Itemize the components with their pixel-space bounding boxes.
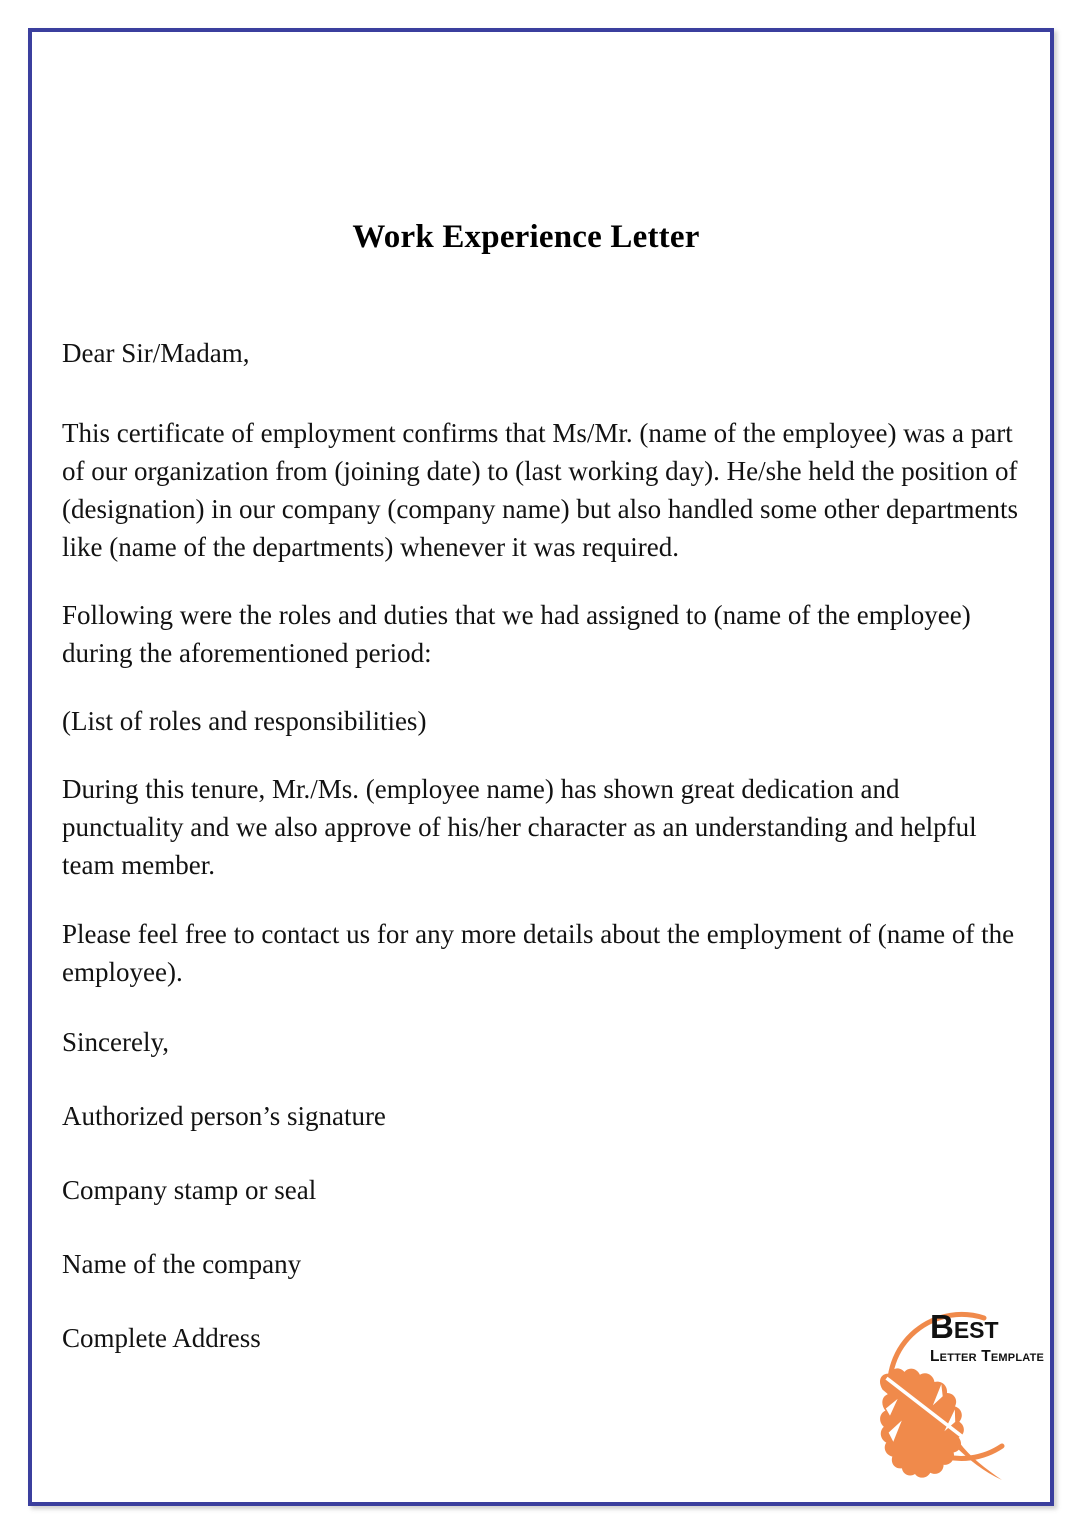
- logo-wordmark: [930, 1310, 1050, 1366]
- closing-company-line: Name of the company: [62, 1248, 302, 1279]
- closing-stamp-line: Company stamp or seal: [62, 1174, 317, 1205]
- letter-content: [62, 28, 1024, 1498]
- feather-quill-icon: [864, 1355, 1002, 1486]
- closing-address-line: Complete Address: [62, 1322, 261, 1353]
- logo-title-text: Best: [930, 1308, 999, 1345]
- brand-logo: [852, 1296, 1044, 1492]
- logo-subtitle-text: Letter Template: [930, 1348, 1045, 1365]
- salutation-text: Dear Sir/Madam,: [62, 337, 250, 368]
- letter-body: [62, 334, 1024, 1357]
- paragraph-contact: Please feel free to contact us for any more details about the employment of (name of the employee).: [62, 918, 1015, 987]
- page-title: Work Experience Letter: [352, 219, 700, 255]
- feather-vane-shape: [864, 1355, 975, 1486]
- paragraph-tenure: During this tenure, Mr./Ms. (employee name) has shown great dedication and punctuality and we also approve of his/her character as an understanding and helpful team member.: [62, 773, 977, 880]
- closing-signature-line: Authorized person’s signature: [62, 1100, 386, 1131]
- paragraph-roles-intro: Following were the roles and duties that we had assigned to (name of the employee) during the aforementioned period:: [62, 599, 971, 668]
- paragraph-intro: This certificate of employment confirms that Ms/Mr. (name of the employee) was a part of our organization from (joining date) to (last working day). He/she held the position of (designation) in our company (company name) but also handled some other departments like (name of the departments) whenever it was required.: [62, 417, 1018, 562]
- closing-sign-off: Sincerely,: [62, 1026, 169, 1057]
- paragraph-roles-list: (List of roles and responsibilities): [62, 705, 427, 736]
